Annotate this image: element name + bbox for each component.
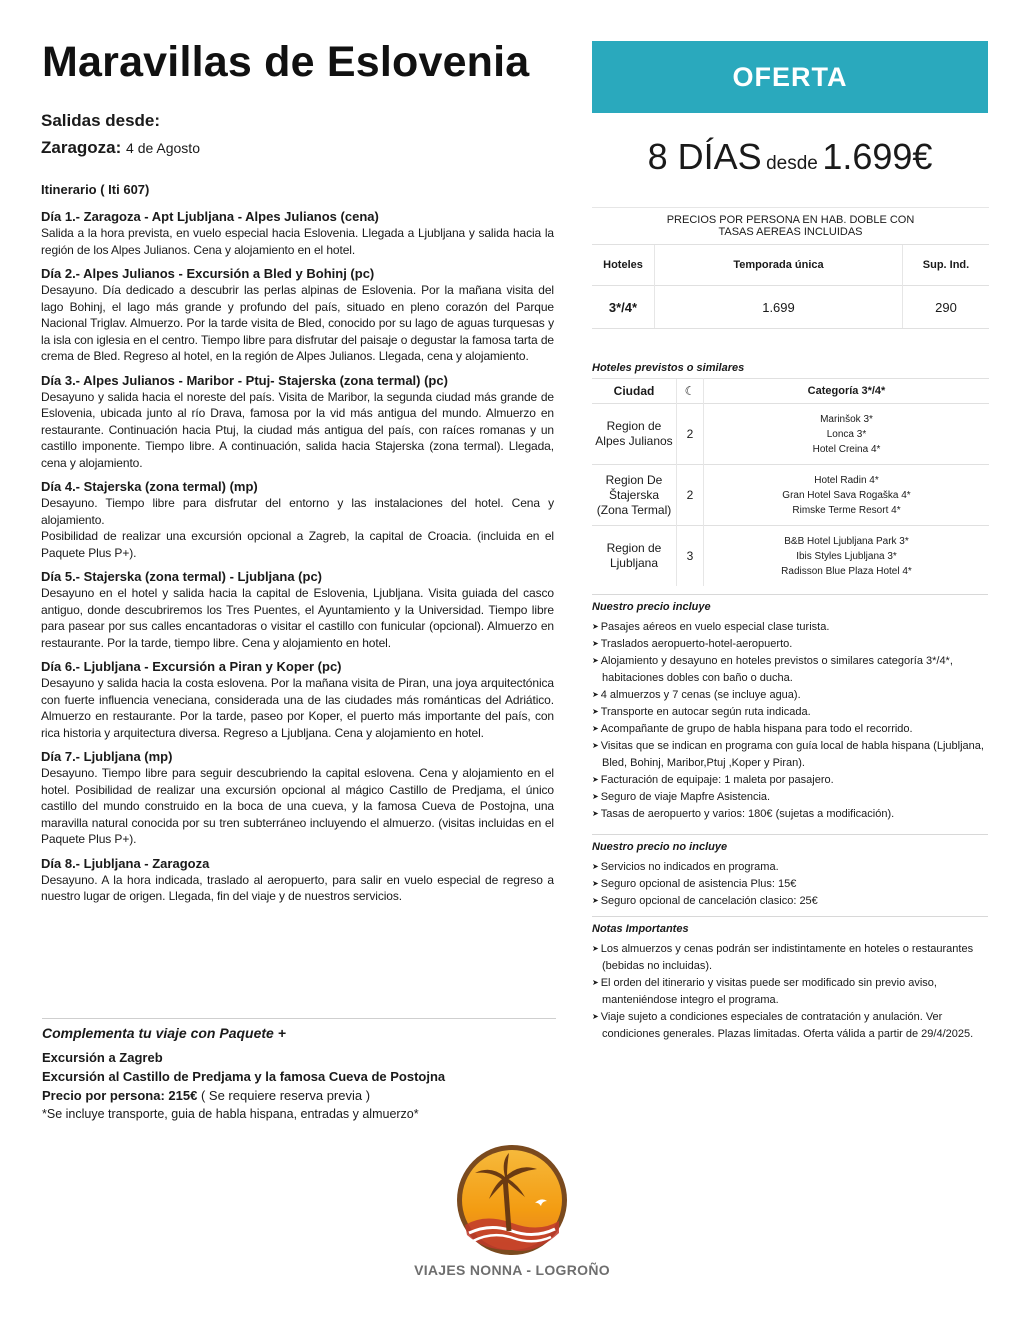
day-text: Desayuno y salida hacia la costa eslovena. Por la mañana visita de Piran, una joya arquitectónica con fuerte influencia veneciana, considerada una de las ciudades más románticas del Adriático. Almuerzo en restaurante. Por la tarde, paseo por Koper, el puerto más importante del país, con rica historia y arquitectura diversa. Regreso a Ljubljana. Cena y alojamiento en hotel.: [41, 676, 554, 740]
col-ciudad: Ciudad: [592, 379, 677, 404]
cell-price: 1.699: [655, 286, 903, 329]
hotel-name: Marinšok 3*: [820, 413, 873, 425]
day-text: Desayuno. Tiempo libre para disfrutar del entorno y las instalaciones del hotel. Cena y alojamiento.: [41, 496, 554, 527]
list-item: ➤ Viaje sujeto a condiciones especiales de contratación y anulación. Ver condiciones generales. Plazas limitadas. Oferta válida a partir de 29/4/2025.: [592, 1009, 988, 1043]
package-note: *Se incluye transporte, guia de habla hispana, entradas y almuerzo*: [42, 1107, 419, 1121]
day-title: Día 6.- Ljubljana - Excursión a Piran y Koper (pc): [41, 659, 342, 674]
day-text: Desayuno y salida hacia el noreste del país. Visita de Maribor, la segunda ciudad más grande de Eslovenia, ubicada junto al río Drava, famosa por la vid más antigua del mundo. Almuerzo en restaurante. Continuación hacia Ptuj, la ciudad más antigua del país, con raíces romanas y un castillo imponente. Tiempo libre. A continuación, salida hacia Stajerska (zona termal). Llegada, cena y alojamiento.: [41, 389, 554, 470]
hotel-name: Rimske Terme Resort 4*: [792, 504, 901, 516]
day-title: Día 4.- Stajerska (zona termal) (mp): [41, 479, 258, 494]
offer-label: OFERTA: [732, 61, 848, 92]
day-6: [41, 658, 554, 741]
cell-nights: 2: [677, 404, 704, 465]
day-7: [41, 748, 554, 848]
day-text: Desayuno. Día dedicado a descubrir las perlas alpinas de Eslovenia. Por la mañana visita del lago Bohinj, el lago más grande y profundo del país, situado en pleno corazón del Parque Nacional Triglav. Almuerzo. Por la tarde visita de Bled, conocido por su lago de aguas turquesas y la isla con iglesia en el centro. Tiempo libre para disfrutar del paisaje o degustar la famosa tarta de crema de Bled. Regreso al hotel, en la región de Alpes Julianos. Llegada, cena y alojamiento.: [41, 283, 554, 363]
itinerary-title: Itinerario ( Iti 607): [41, 182, 150, 197]
hotel-name: Radisson Blue Plaza Hotel 4*: [781, 565, 912, 577]
cell-city: Region De Štajerska (Zona Termal): [592, 465, 677, 526]
excludes-section: [592, 834, 988, 910]
hotels-heading: Hoteles previstos o similares: [592, 362, 745, 374]
day-1: [41, 208, 554, 258]
day-5: [41, 568, 554, 651]
package-plus: [42, 1018, 556, 1123]
col-sup-ind: Sup. Ind.: [903, 245, 990, 286]
day-title: Día 2.- Alpes Julianos - Excursión a Bled y Bohinj (pc): [41, 266, 375, 281]
table-row: [592, 465, 989, 526]
list-item: ➤ El orden del itinerario y visitas puede ser modificado sin previo aviso, manteniéndose integro el programa.: [592, 975, 988, 1009]
list-item: ➤ Seguro de viaje Mapfre Asistencia.: [592, 789, 988, 806]
price-table-header: PRECIOS POR PERSONA EN HAB. DOBLE CON TASAS AEREAS INCLUIDAS: [592, 208, 989, 245]
hotel-name: Gran Hotel Sava Rogaška 4*: [782, 489, 911, 501]
hotel-name: B&B Hotel Ljubljana Park 3*: [784, 535, 909, 547]
col-hoteles: Hoteles: [592, 245, 655, 286]
hotel-name: Hotel Creina 4*: [812, 443, 881, 455]
day-text: Desayuno. A la hora indicada, traslado al aeropuerto, para salir en vuelo especial de regreso a nuestro lugar de origen. Llegada, fin del viaje y de nuestros servicios.: [41, 872, 554, 903]
day-3: [41, 372, 554, 472]
list-item: ➤ Visitas que se indican en programa con guía local de habla hispana (Ljubljana, Bled, Bohinj, Maribor,Ptuj ,Koper y Piran).: [592, 738, 988, 772]
cell-nights: 2: [677, 465, 704, 526]
departure-city: Zaragoza:: [41, 138, 122, 157]
brand-name: VIAJES NONNA - LOGROÑO: [414, 1262, 610, 1278]
cell-nights: 3: [677, 526, 704, 587]
day-title: Día 8.- Ljubljana - Zaragoza: [41, 855, 210, 871]
departure-line: [41, 138, 200, 158]
hotels-table: [592, 378, 989, 586]
day-text: Desayuno en el hotel y salida hacia la capital de Eslovenia, Ljubljana. Visita guiada del casco antiguo, donde descubriremos los Tres Puentes, el Ayuntamiento y la Universidad. Tiempo libre para pasear por sus calles encantadoras o visitar el castillo con funicular (opcional). Almuerzo en restaurante. Por la tarde, tiempo libre. Cena y alojamiento en hotel.: [41, 586, 554, 650]
offer-days: 8 DÍAS: [647, 136, 762, 177]
table-row: [592, 404, 989, 465]
cell-supplement: 290: [903, 286, 990, 329]
list-item: ➤ Los almuerzos y cenas podrán ser indistintamente en hoteles o restaurantes (bebidas no incluidas).: [592, 941, 988, 975]
day-title: Día 1.- Zaragoza - Apt Ljubljana - Alpes Julianos (cena): [41, 209, 379, 224]
offer-price-line: [592, 136, 988, 178]
list-item: ➤ Transporte en autocar según ruta indicada.: [592, 704, 988, 721]
day-2: [41, 265, 554, 365]
hotel-name: Ibis Styles Ljubljana 3*: [796, 550, 897, 562]
notes-section: [592, 916, 988, 1043]
day-text-extra: Posibilidad de realizar una excursión opcional a Zagreb, la capital de Croacia. (incluida en el Paquete Plus P+).: [41, 529, 554, 560]
cell-category: 3*/4*: [592, 286, 655, 329]
price-table: [592, 207, 989, 329]
day-title: Día 3.- Alpes Julianos - Maribor - Ptuj- Stajerska (zona termal) (pc): [41, 372, 448, 388]
day-4: [41, 478, 554, 561]
list-item: ➤ Acompañante de grupo de habla hispana para todo el recorrido.: [592, 721, 988, 738]
hotel-name: Hotel Radin 4*: [814, 474, 879, 486]
notes-heading: Notas Importantes: [592, 923, 689, 935]
includes-heading: Nuestro precio incluye: [592, 601, 711, 613]
day-title: Día 7.- Ljubljana (mp): [41, 749, 173, 764]
departure-date: 4 de Agosto: [126, 140, 200, 156]
page-title: Maravillas de Eslovenia: [42, 38, 530, 86]
list-item: ➤ Seguro opcional de cancelación clasico: 25€: [592, 893, 988, 910]
palm-tree-sunset-logo: [455, 1143, 569, 1257]
list-item: ➤ Tasas de aeropuerto y varios: 180€ (sujetas a modificación).: [592, 806, 988, 823]
cell-hotels: [704, 404, 990, 465]
col-categoria: Categoría 3*/4*: [704, 379, 990, 404]
list-item: ➤ Traslados aeropuerto-hotel-aeropuerto.: [592, 636, 988, 653]
cell-hotels: [704, 465, 990, 526]
day-title: Día 5.- Stajerska (zona termal) - Ljubljana (pc): [41, 569, 323, 584]
cell-city: Region de Alpes Julianos: [592, 404, 677, 465]
moon-icon: ☾: [677, 379, 704, 404]
offer-banner: [592, 41, 988, 113]
package-price-note: ( Se requiere reserva previa ): [200, 1088, 371, 1103]
package-line-1: Excursión a Zagreb: [42, 1050, 163, 1065]
cell-city: Region de Ljubljana: [592, 526, 677, 587]
package-price: [42, 1086, 556, 1105]
table-row: [592, 526, 989, 587]
list-item: ➤ Pasajes aéreos en vuelo especial clase turista.: [592, 619, 988, 636]
offer-desde: desde: [766, 153, 818, 174]
package-heading: Complementa tu viaje con Paquete +: [42, 1025, 286, 1041]
excludes-heading: Nuestro precio no incluye: [592, 841, 728, 853]
package-line-2: Excursión al Castillo de Predjama y la famosa Cueva de Postojna: [42, 1069, 446, 1084]
list-item: ➤ Seguro opcional de asistencia Plus: 15€: [592, 876, 988, 893]
list-item: ➤ Facturación de equipaje: 1 maleta por pasajero.: [592, 772, 988, 789]
day-text: Salida a la hora prevista, en vuelo especial hacia Eslovenia. Llegada a Ljubljana y salida hacia la región de los Alpes Julianos. Cena y alojamiento en el hotel.: [41, 226, 554, 257]
cell-hotels: [704, 526, 990, 587]
list-item: ➤ 4 almuerzos y 7 cenas (se incluye agua).: [592, 687, 988, 704]
list-item: ➤ Servicios no indicados en programa.: [592, 859, 988, 876]
col-temporada: Temporada única: [655, 245, 903, 286]
departures-label: Salidas desde:: [41, 111, 161, 130]
day-8: [41, 855, 554, 905]
list-item: ➤ Alojamiento y desayuno en hoteles previstos o similares categoría 3*/4*, habitaciones dobles con baño o ducha.: [592, 653, 988, 687]
hotel-name: Lonca 3*: [826, 428, 867, 440]
package-price-label: Precio por persona: 215€: [42, 1088, 198, 1103]
includes-section: [592, 594, 988, 823]
offer-price: 1.699€: [822, 136, 933, 177]
day-text: Desayuno. Tiempo libre para seguir descubriendo la capital eslovena. Cena y alojamiento en el hotel. Posibilidad de realizar una excursión opcional al mágico Castillo de Predjama, el único castillo del mundo construido en la boca de una cueva, y la famosa Cueva de Postojna, una maravilla natural conocida por su tren subterráneo incluyendo el almuerzo. (visitas incluidas en el Paquete Plus P+).: [41, 766, 554, 846]
itinerary-days: [41, 208, 554, 912]
